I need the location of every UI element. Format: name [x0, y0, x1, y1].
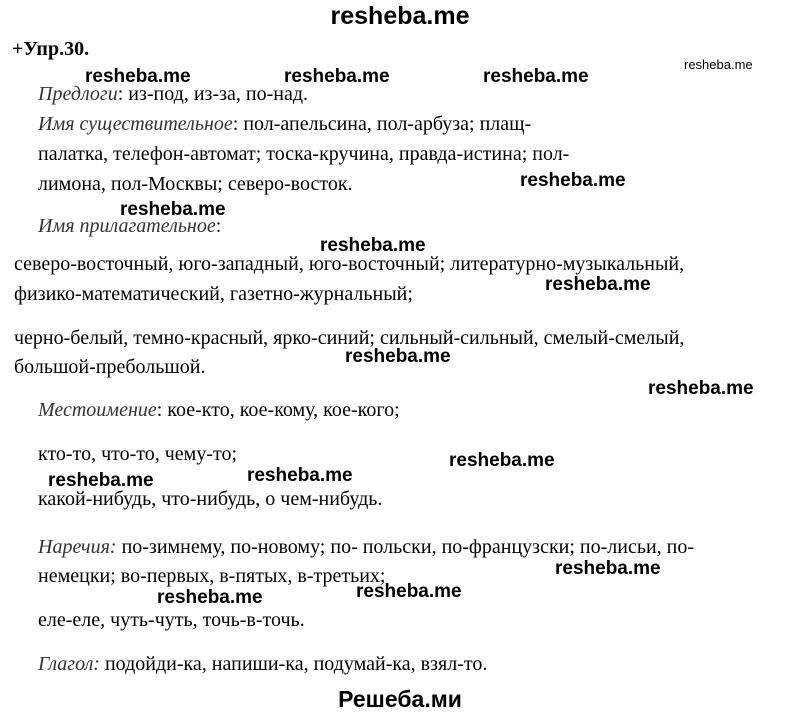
watermark: resheba.me: [555, 558, 661, 579]
noun-line-2: палатка, телефон-автомат; тоска-кручина, правда-истина; пол-: [38, 143, 570, 165]
pronoun-line-3: какой-нибудь, что-нибудь, о чем-нибудь.: [38, 488, 383, 510]
watermark: resheba.me: [284, 66, 390, 87]
exercise-title: +Упр.30.: [12, 38, 90, 60]
noun-line-3: лимона, пол-Москвы; северо-восток.: [38, 173, 353, 195]
noun-text-1: : пол-апельсина, пол-арбуза; плащ-: [232, 113, 532, 135]
watermark-small: resheba.me: [684, 57, 753, 72]
adjective-line-1: северо-восточный, юго-западный, юго-восточный; литературно-музыкальный,: [14, 253, 685, 275]
pronoun-line-2: кто-то, что-то, чему-то;: [38, 443, 238, 465]
watermark: resheba.me: [48, 470, 154, 491]
prepositions-text: : из-под, из-за, по-над.: [117, 83, 309, 105]
adverb-line-2: немецки; во-первых, в-пятых, в-третьих;: [38, 565, 386, 587]
watermark: resheba.me: [449, 450, 555, 471]
watermark: resheba.me: [520, 170, 626, 191]
adjective-colon: :: [215, 215, 222, 237]
adverb-line-3: еле-еле, чуть-чуть, точь-в-точь.: [38, 609, 305, 631]
adverb-line-1: [38, 535, 694, 559]
watermark: resheba.me: [345, 346, 451, 367]
noun-line-1: [38, 112, 531, 136]
pronoun-line-1: [38, 398, 400, 422]
footer-site-title: Решеба.ми: [338, 686, 462, 712]
adverb-label: Наречия:: [38, 536, 117, 558]
prepositions-label: Предлоги: [38, 83, 118, 105]
site-title: resheba.me: [330, 2, 470, 30]
adjective-line-4: большой-пребольшой.: [14, 356, 206, 378]
watermark: resheba.me: [483, 66, 589, 87]
adverb-text-1: по-зимнему, по-новому; по- польски, по-французски; по-лисьи, по-: [116, 536, 695, 558]
noun-label: Имя существительное: [38, 113, 233, 135]
watermark: resheba.me: [320, 235, 426, 256]
watermark: resheba.me: [356, 581, 462, 602]
pronoun-text-1: : кое-кто, кое-кому, кое-кого;: [156, 399, 400, 421]
verb-line: [38, 652, 487, 676]
watermark: resheba.me: [648, 378, 754, 399]
watermark: resheba.me: [247, 465, 353, 486]
watermark: resheba.me: [120, 199, 226, 220]
adjective-line-3: черно-белый, темно-красный, ярко-синий; сильный-сильный, смелый-смелый,: [14, 327, 685, 349]
watermark: resheba.me: [157, 587, 263, 608]
verb-label: Глагол:: [38, 653, 100, 675]
watermark: resheba.me: [85, 66, 191, 87]
pronoun-label: Местоимение: [38, 399, 157, 421]
verb-text: подойди-ка, напиши-ка, подумай-ка, взял-то.: [99, 653, 488, 675]
adjective-line-2: физико-математический, газетно-журнальный;: [14, 283, 413, 305]
adjective-label: Имя прилагательное: [38, 215, 216, 237]
watermark: resheba.me: [545, 274, 651, 295]
